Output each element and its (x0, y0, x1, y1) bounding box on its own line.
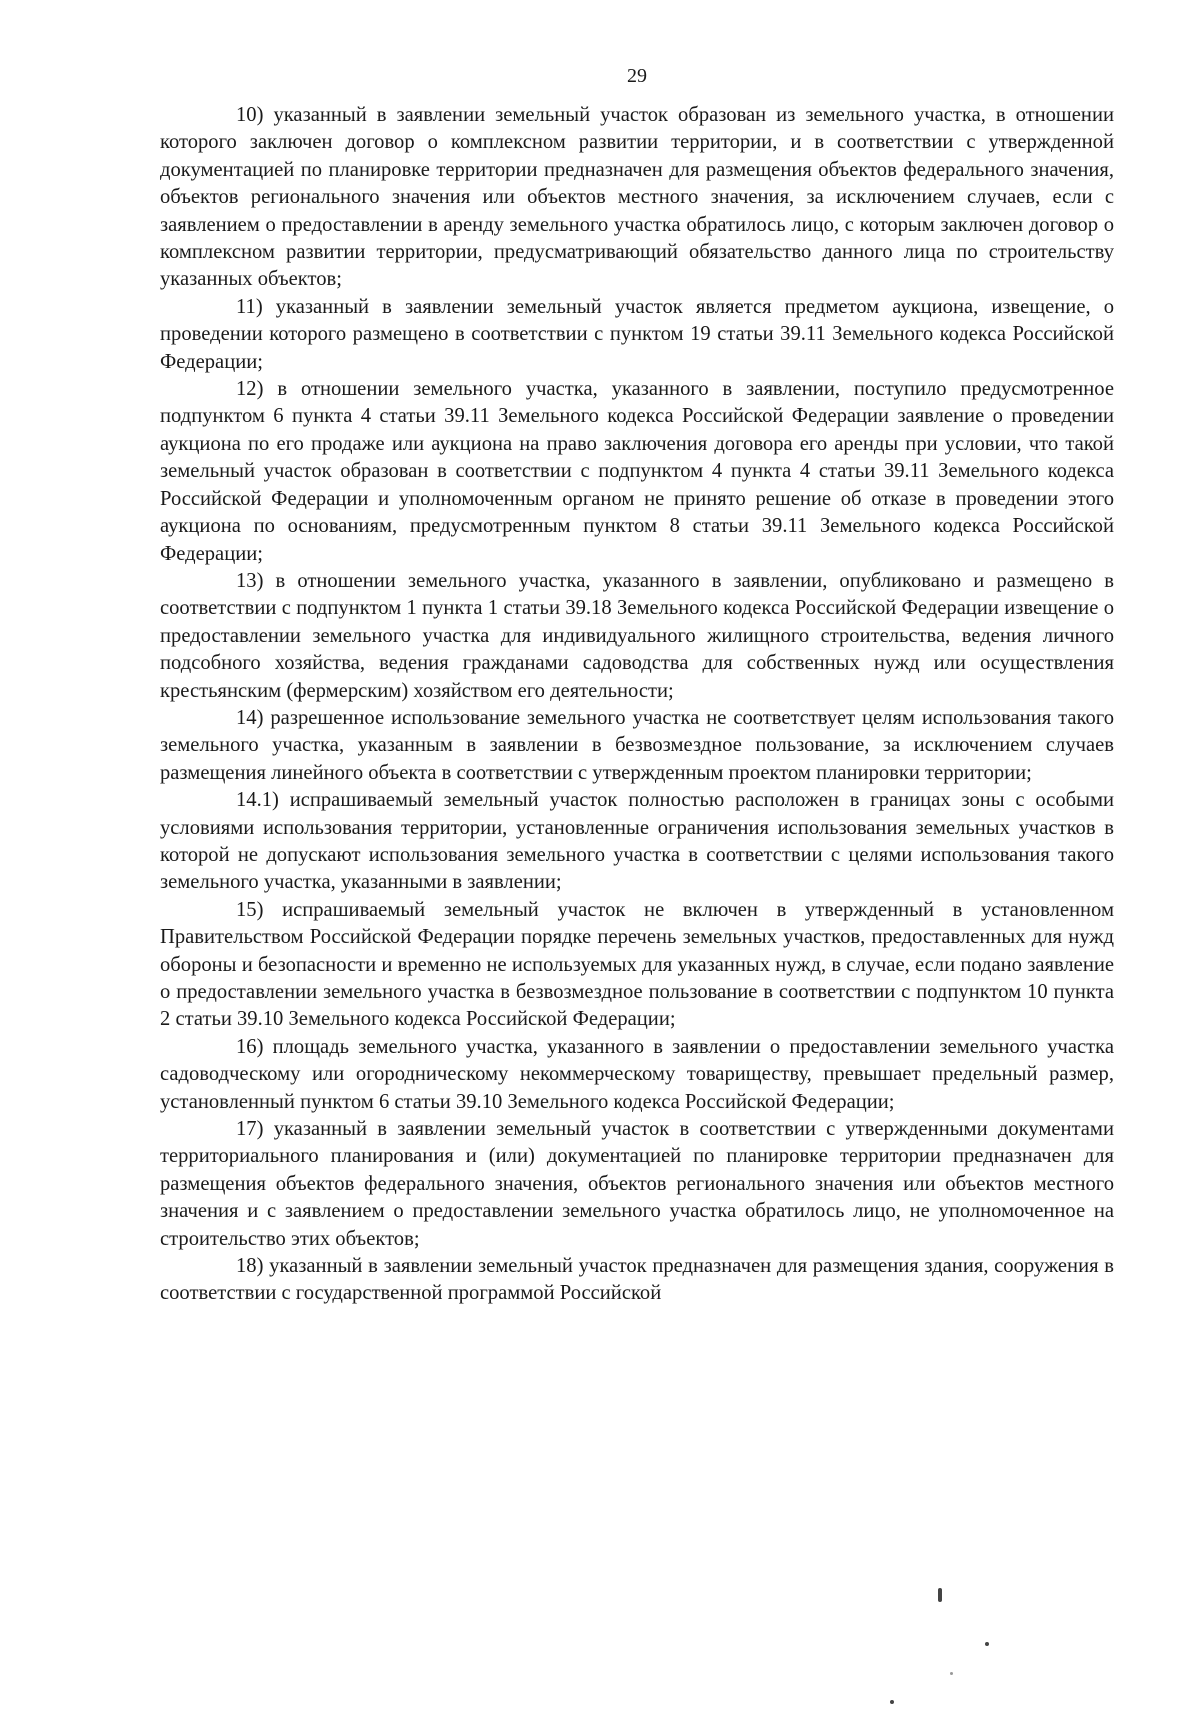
clause-13: 13) в отношении земельного участка, указанного в заявлении, опубликовано и размещено в соответствии с подпунктом 1 пункта 1 статьи 39.18 Земельного кодекса Российской Федерации извещение о предоставлении земельного участка для индивидуального жилищного строительства, ведения личного подсобного хозяйства, ведения гражданами садоводства для собственных нужд или осуществления крестьянским (фермерским) хозяйством его деятельности; (160, 569, 1114, 702)
scan-speck (950, 1672, 953, 1675)
scan-speck (890, 1700, 894, 1704)
page-number: 29 (627, 65, 647, 87)
clause-17: 17) указанный в заявлении земельный участок в соответствии с утвержденными документами территориального планирования и (или) документацией по планировке территории предназначен для размещения объектов федерального значения, объектов регионального значения или объектов местного значения и с заявлением о предоставлении земельного участка обратилось лицо, не уполномоченное на строительство этих объектов; (160, 1118, 1114, 1250)
clause-15: 15) испрашиваемый земельный участок не включен в утвержденный в установленном Правительством Российской Федерации порядке перечень земельных участков, предоставленных для нужд обороны и безопасности и временно не используемых для указанных нужд, в случае, если подано заявление о предоставлении земельного участка в безвозмездное пользование в соответствии с подпунктом 10 пункта 2 статьи 39.10 Земельного кодекса Российской Федерации; (160, 898, 1114, 1031)
document-page (160, 64, 1114, 1308)
scan-speck (985, 1642, 989, 1646)
clause-list (160, 102, 1114, 1308)
clause-14-1: 14.1) испрашиваемый земельный участок полностью расположен в границах зоны с особыми условиями использования территории, установленные ограничения использования земельных участков в которой не допускают использования земельного участка в соответствии с целями использования такого земельного участка, указанными в заявлении; (160, 789, 1114, 894)
clause-12: 12) в отношении земельного участка, указанного в заявлении, поступило предусмотренное подпунктом 6 пункта 4 статьи 39.11 Земельного кодекса Российской Федерации заявление о проведении аукциона по его продаже или аукциона на право заключения договора его аренды при условии, что такой земельный участок образован в соответствии с подпунктом 4 пункта 4 статьи 39.11 Земельного кодекса Российской Федерации и уполномоченным органом не принято решение об отказе в проведении этого аукциона по основаниям, предусмотренным пунктом 8 статьи 39.11 Земельного кодекса Российской Федерации; (160, 378, 1114, 565)
clause-14: 14) разрешенное использование земельного участка не соответствует целям использования такого земельного участка, указанным в заявлении в безвозмездное пользование, за исключением случаев размещения линейного объекта в соответствии с утвержденным проектом планировки территории; (160, 706, 1114, 784)
clause-18: 18) указанный в заявлении земельный участок предназначен для размещения здания, сооружения в соответствии с государственной программой Российской (160, 1255, 1114, 1305)
clause-11: 11) указанный в заявлении земельный участок является предметом аукциона, извещение, о проведении которого размещено в соответствии с пунктом 19 статьи 39.11 Земельного кодекса Российской Федерации; (160, 295, 1114, 373)
clause-16: 16) площадь земельного участка, указанного в заявлении о предоставлении земельного участка садоводческому или огородническому некоммерческому товариществу, превышает предельный размер, установленный пунктом 6 статьи 39.10 Земельного кодекса Российской Федерации; (160, 1035, 1114, 1113)
clause-10: 10) указанный в заявлении земельный участок образован из земельного участка, в отношении которого заключен договор о комплексном развитии территории, и в соответствии с утвержденной документацией по планировке территории предназначен для размещения объектов федерального значения, объектов регионального значения или объектов местного значения, за исключением случаев, если с заявлением о предоставлении в аренду земельного участка обратилось лицо, с которым заключен договор о комплексном развитии территории, предусматривающий обязательство данного лица по строительству указанных объектов; (160, 104, 1114, 291)
scan-speck (938, 1588, 942, 1602)
